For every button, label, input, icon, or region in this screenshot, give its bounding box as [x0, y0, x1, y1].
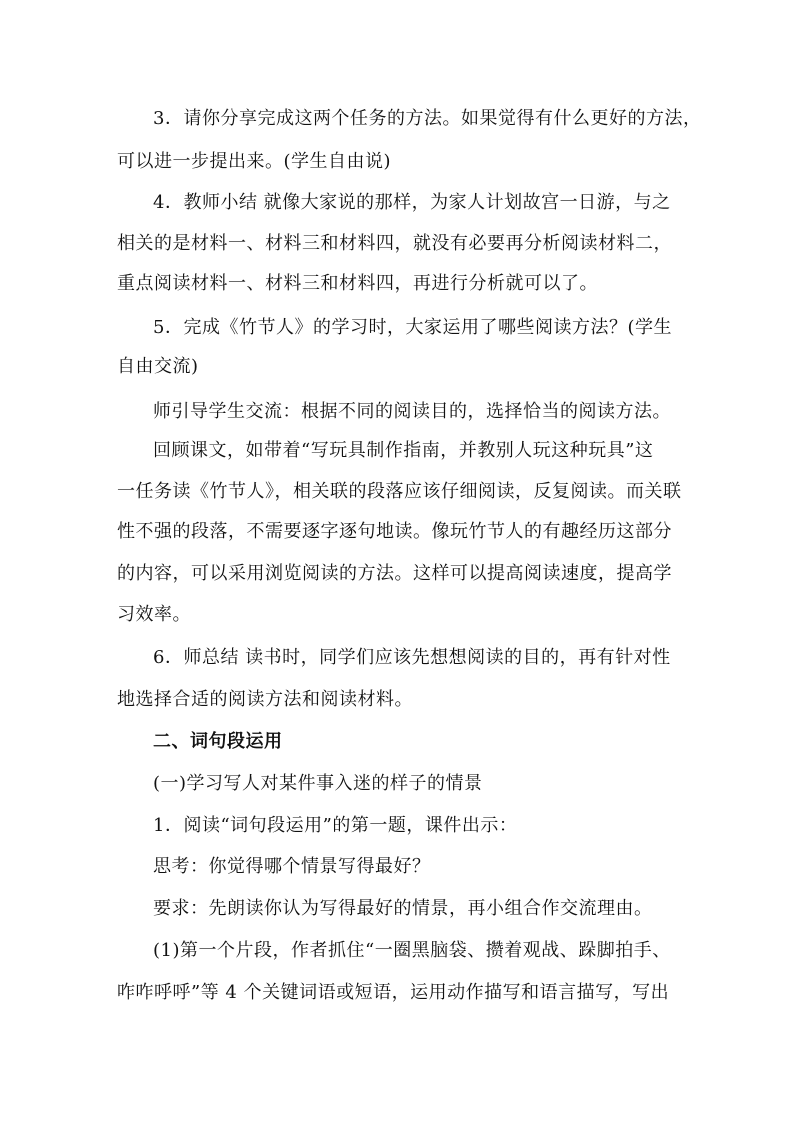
review-line-3: 性不强的段落，不需要逐字逐句地读。像玩竹节人的有趣经历这部分 — [117, 521, 672, 542]
section-heading: 二、词句段运用 — [153, 731, 283, 752]
requirement-line: 要求：先朗读你认为写得最好的情景，再小组合作交流理由。 — [153, 898, 653, 919]
review-line-1: 回顾课文，如带着“写玩具制作指南，并教别人玩这种玩具”这 — [153, 440, 654, 461]
paragraph-4-line-1: 4．教师小结 就像大家说的那样，为家人计划故宫一日游，与之 — [153, 192, 671, 213]
analysis-line-2: 咋咋呼呼”等 4 个关键词语或短语，运用动作描写和语言描写，写出 — [117, 982, 670, 1003]
paragraph-3-line-1: 3．请你分享完成这两个任务的方法。如果觉得有什么更好的方法， — [153, 108, 702, 129]
paragraph-5-line-2: 自由交流) — [117, 356, 199, 377]
teacher-guide-line: 师引导学生交流：根据不同的阅读目的，选择恰当的阅读方法。 — [153, 401, 671, 422]
paragraph-3-line-2: 可以进一步提出来。(学生自由说) — [117, 151, 392, 172]
analysis-line-1: (1)第一个片段，作者抓住“一圈黑脑袋、攒着观战、跺脚拍手、 — [153, 940, 671, 961]
review-line-5: 习效率。 — [117, 604, 191, 625]
paragraph-4-line-2: 相关的是材料一、材料三和材料四，就没有必要再分析阅读材料二， — [117, 233, 672, 254]
review-line-4: 的内容，可以采用浏览阅读的方法。这样可以提高阅读速度，提高学 — [117, 563, 672, 584]
think-line: 思考：你觉得哪个情景写得最好？ — [153, 856, 431, 877]
paragraph-6-line-1: 6．师总结 读书时，同学们应该先想想阅读的目的，再有针对性 — [153, 647, 671, 668]
review-line-2: 一任务读《竹节人》，相关联的段落应该仔细阅读，反复阅读。而关联 — [117, 481, 682, 502]
item-1-line: 1．阅读“词句段运用”的第一题，课件出示： — [153, 815, 518, 836]
paragraph-4-line-3: 重点阅读材料一、材料三和材料四，再进行分析就可以了。 — [117, 273, 598, 294]
paragraph-6-line-2: 地选择合适的阅读方法和阅读材料。 — [117, 689, 413, 710]
paragraph-5-line-1: 5．完成《竹节人》的学习时，大家运用了哪些阅读方法？(学生 — [153, 317, 672, 338]
subsection-heading: (一)学习写人对某件事入迷的样子的情景 — [153, 773, 483, 794]
